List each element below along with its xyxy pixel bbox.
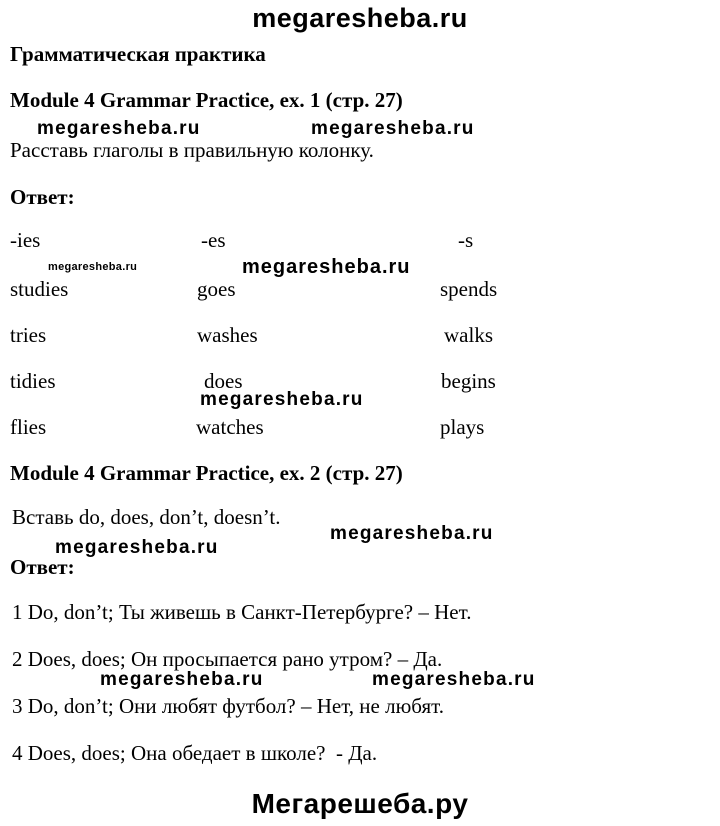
table-cell: washes [197, 323, 258, 347]
site-watermark-top: megaresheba.ru [252, 3, 468, 33]
site-watermark-bottom: Мегарешеба.ру [251, 788, 469, 819]
table-cell: plays [440, 415, 485, 439]
exercise2-task: Вставь do, does, don’t, doesn’t. [12, 505, 281, 529]
answer-line: 4 Does, does; Она обедает в школе? - Да. [12, 741, 378, 765]
page-title: Грамматическая практика [10, 42, 266, 66]
table-cell: flies [10, 415, 47, 439]
answer-line: 2 Does, does; Он просыпается рано утром? – Да. [12, 647, 443, 671]
column-header: -es [201, 228, 226, 252]
column-header: -ies [10, 228, 41, 252]
exercise1-heading: Module 4 Grammar Practice, ex. 1 (стр. 27) [10, 88, 403, 112]
watermark: megaresheba.ru [330, 523, 494, 544]
table-cell: tidies [10, 369, 56, 393]
answer-line: 3 Do, don’t; Они любят футбол? – Нет, не любят. [12, 694, 444, 718]
table-cell: tries [10, 323, 47, 347]
exercise2-heading: Module 4 Grammar Practice, ex. 2 (стр. 27) [10, 461, 403, 485]
answer-line: 1 Do, don’t; Ты живешь в Санкт-Петербурге? – Нет. [12, 600, 472, 624]
column-header: -s [458, 228, 474, 252]
exercise1-task: Расставь глаголы в правильную колонку. [10, 138, 374, 162]
watermark: megaresheba.ru [55, 537, 219, 558]
watermark: megaresheba.ru [200, 389, 364, 410]
exercise1-answer-label: Ответ: [10, 185, 75, 209]
watermark: megaresheba.ru [48, 261, 138, 273]
exercise2-answer-label: Ответ: [10, 555, 75, 579]
table-cell: spends [440, 277, 498, 301]
watermark: megaresheba.ru [372, 669, 536, 690]
watermark: megaresheba.ru [242, 256, 411, 278]
watermark: megaresheba.ru [100, 669, 264, 690]
table-cell: goes [197, 277, 236, 301]
table-cell: does [204, 369, 243, 393]
table-cell: watches [196, 415, 264, 439]
watermark: megaresheba.ru [311, 118, 475, 139]
watermark: megaresheba.ru [37, 118, 201, 139]
table-cell: studies [10, 277, 69, 301]
table-cell: walks [444, 323, 493, 347]
table-cell: begins [441, 369, 496, 393]
